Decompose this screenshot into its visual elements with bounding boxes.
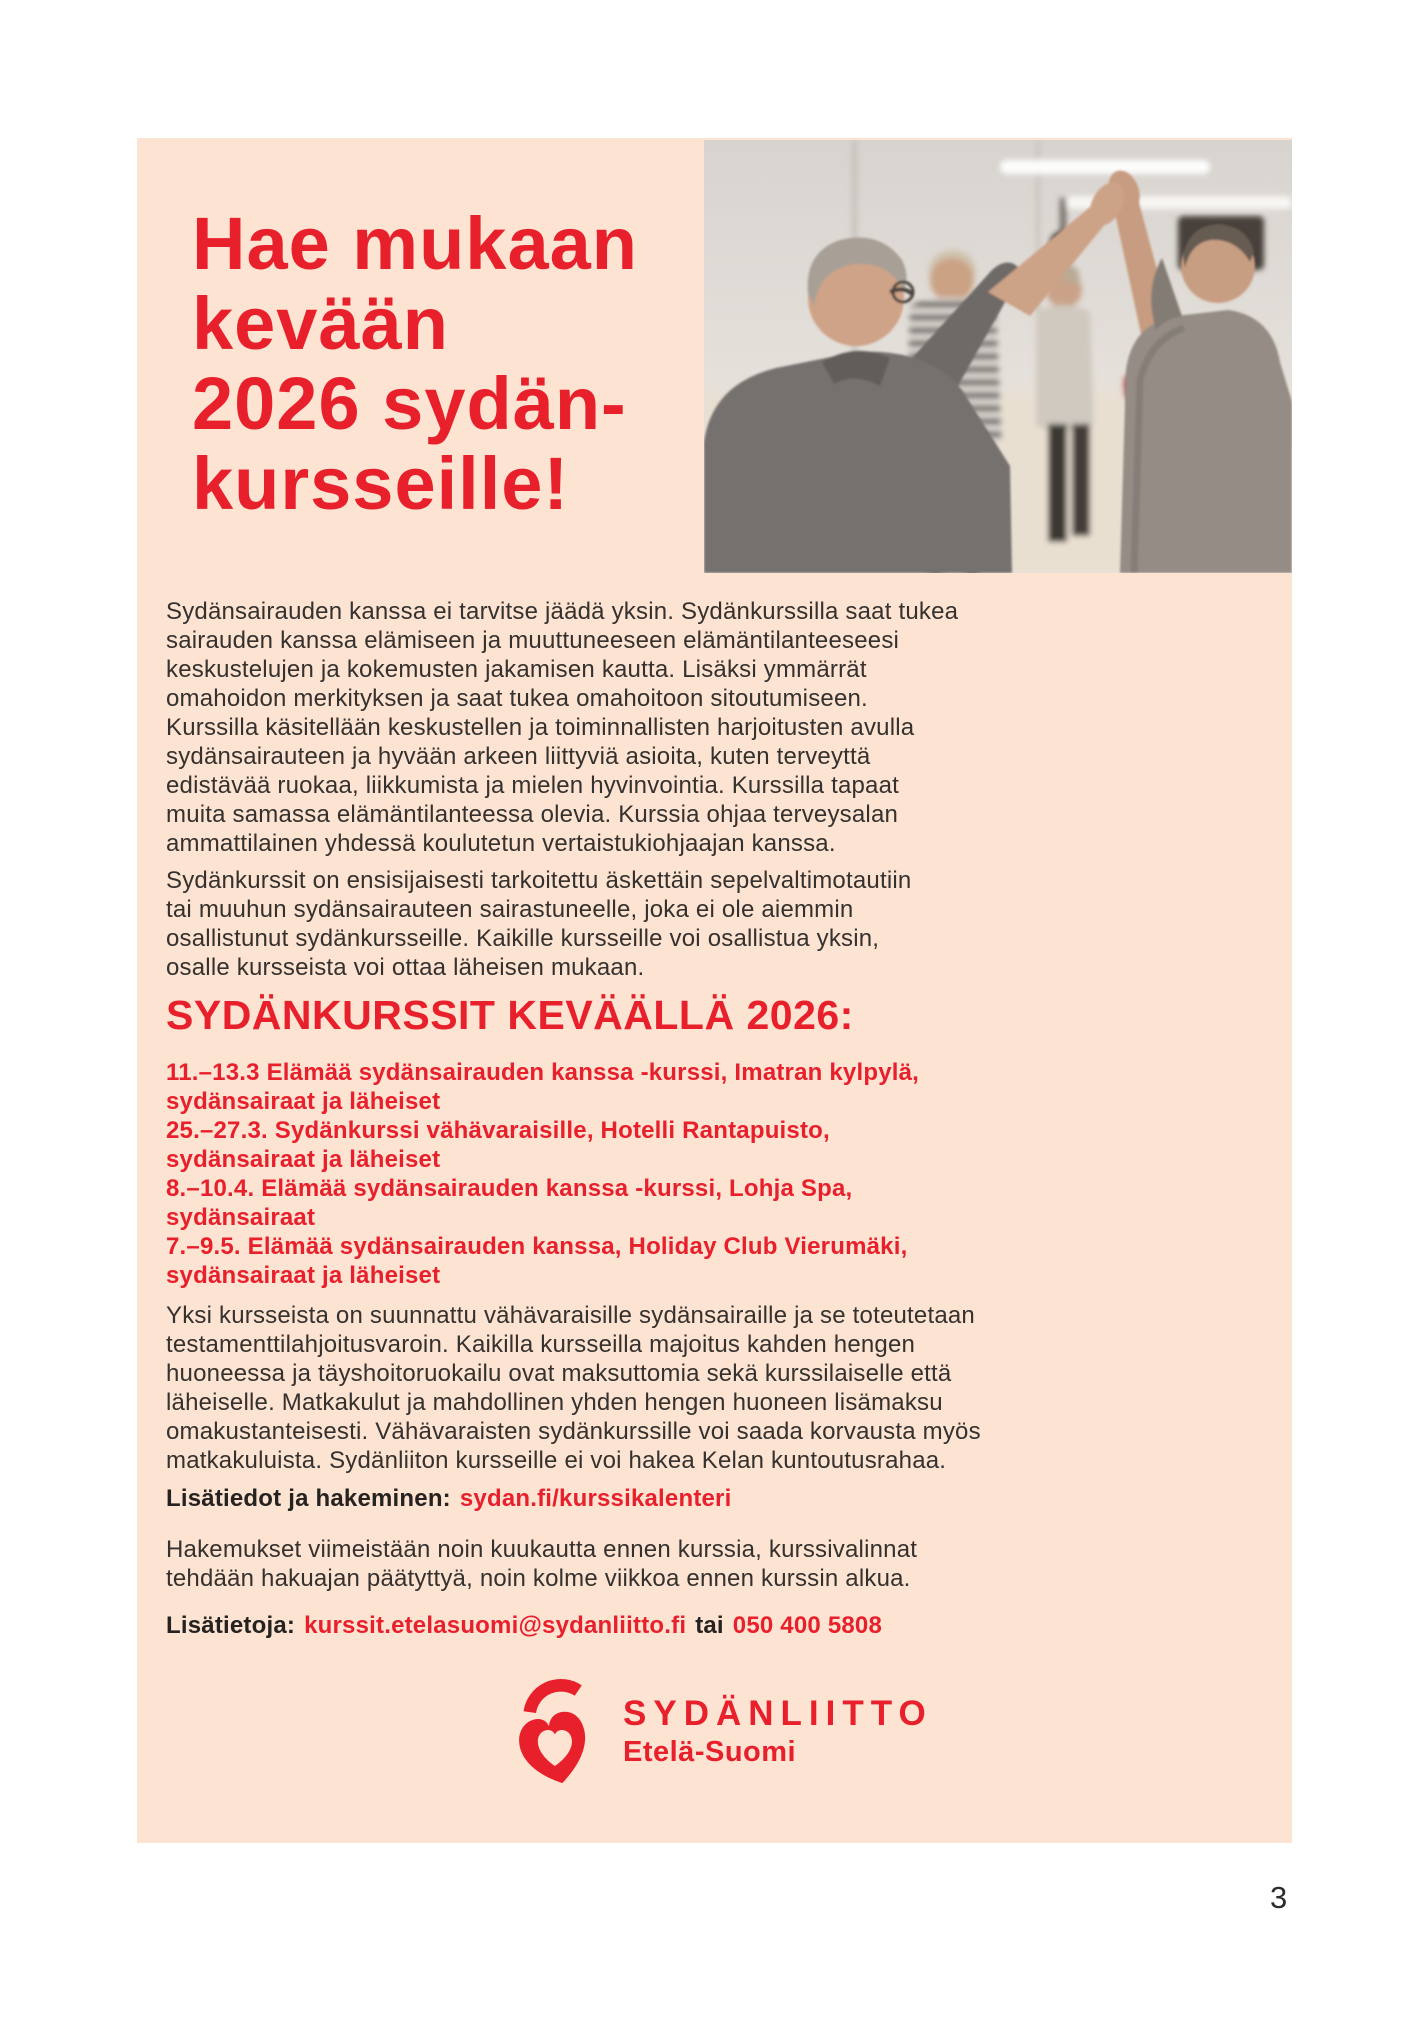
page-title-line: 2026 sydän- [192, 362, 627, 445]
logo-organization: SYDÄNLIITTO [623, 1693, 933, 1733]
page-title-line: kevään [192, 282, 449, 365]
course-audience-line: sydänsairaat ja läheiset [166, 1088, 441, 1115]
course-audience-line: sydänsairaat ja läheiset [166, 1146, 441, 1173]
text-line: Sydänsairauden kanssa ei tarvitse jäädä yksin. Sydänkurssilla saat tukea [166, 598, 959, 625]
apply-info-line [166, 1484, 1181, 1513]
page-title-line: Hae mukaan [192, 202, 638, 285]
text-line: Sydänkurssit on ensisijaisesti tarkoitettu äskettäin sepelvaltimotautiin [166, 867, 912, 894]
page-number: 3 [1270, 1880, 1288, 1915]
text-line: muita samassa elämäntilanteessa olevia. Kurssia ohjaa terveysalan [166, 801, 899, 828]
text-line: huoneessa ja täyshoitoruokailu ovat maksuttomia sekä kurssilaiselle että [166, 1360, 952, 1387]
text-line: omahoidon merkityksen ja saat tukea omahoitoon sitoutumiseen. [166, 685, 868, 712]
course-dates-line: 25.–27.3. Sydänkurssi vähävaraisille, Hotelli Rantapuisto, [166, 1117, 830, 1144]
text-line: Yksi kursseista on suunnattu vähävaraisille sydänsairaille ja se toteutetaan [166, 1302, 975, 1329]
text-line: matkakuluista. Sydänliiton kursseille ei voi hakea Kelan kuntoutusrahaa. [166, 1447, 947, 1474]
sydanliitto-logo [509, 1678, 1181, 1784]
page-title [192, 204, 638, 524]
course-photo [704, 140, 1292, 573]
text-line: ammattilainen yhdessä koulutetun vertaistukiohjaajan kanssa. [166, 830, 836, 857]
text-line: osalle kursseista voi ottaa läheisen mukaan. [166, 954, 645, 981]
intro-paragraph-2 [166, 866, 1181, 982]
schedule-heading: SYDÄNKURSSIT KEVÄÄLLÄ 2026: [166, 992, 854, 1038]
logo-text [623, 1693, 933, 1768]
page-title-line: kursseille! [192, 442, 570, 525]
course-audience-line: sydänsairaat ja läheiset [166, 1262, 441, 1289]
course-calendar-link[interactable]: sydan.fi/kurssikalenteri [459, 1485, 732, 1512]
apply-info-label: Lisätiedot ja hakeminen: [166, 1485, 451, 1512]
course-dates-line: 8.–10.4. Elämää sydänsairauden kanssa -kurssi, Lohja Spa, [166, 1175, 853, 1202]
course-item [166, 1174, 1181, 1232]
intro-paragraph-1 [166, 597, 1181, 858]
content-panel [137, 138, 1292, 1843]
text-line: tehdään hakuajan päätyttyä, noin kolme viikkoa ennen kurssin alkua. [166, 1565, 911, 1592]
contact-phone-link[interactable]: 050 400 5808 [732, 1612, 883, 1639]
text-line: testamenttilahjoitusvaroin. Kaikilla kursseilla majoitus kahden hengen [166, 1331, 916, 1358]
logo-region: Etelä-Suomi [623, 1735, 797, 1768]
details-paragraph [166, 1301, 1181, 1475]
contact-label: Lisätietoja: [166, 1612, 296, 1639]
text-line: Kurssilla käsitellään keskustellen ja toiminnallisten harjoitusten avulla [166, 714, 915, 741]
course-audience-line: sydänsairaat [166, 1204, 316, 1231]
text-line: läheiselle. Matkakulut ja mahdollinen yhden hengen huoneen lisämaksu [166, 1389, 943, 1416]
text-line: keskustelujen ja kokemusten jakamisen kautta. Lisäksi ymmärrät [166, 656, 867, 683]
heart-logo-icon [509, 1678, 599, 1784]
text-line: sairauden kanssa elämiseen ja muuttuneeseen elämäntilanteeseesi [166, 627, 900, 654]
text-line: osallistunut sydänkursseille. Kaikille kursseille voi osallistua yksin, [166, 925, 880, 952]
course-dates-line: 7.–9.5. Elämää sydänsairauden kanssa, Holiday Club Vierumäki, [166, 1233, 908, 1260]
course-dates-line: 11.–13.3 Elämää sydänsairauden kanssa -kurssi, Imatran kylpylä, [166, 1059, 920, 1086]
contact-line [166, 1611, 1181, 1640]
course-list [166, 1058, 1181, 1290]
text-line: omakustanteisesti. Vähävaraisten sydänkurssille voi saada korvausta myös [166, 1418, 981, 1445]
contact-conjunction: tai [695, 1612, 724, 1639]
body-content [166, 597, 1181, 1784]
gym-highfive-illustration [704, 140, 1292, 573]
course-item [166, 1232, 1181, 1290]
text-line: tai muuhun sydänsairauteen sairastuneelle, joka ei ole aiemmin [166, 896, 854, 923]
course-item [166, 1058, 1181, 1116]
text-line: Hakemukset viimeistään noin kuukautta ennen kurssia, kurssivalinnat [166, 1536, 918, 1563]
course-item [166, 1116, 1181, 1174]
deadline-paragraph [166, 1535, 1181, 1593]
contact-email-link[interactable]: kurssit.etelasuomi@sydanliitto.fi [304, 1612, 687, 1639]
text-line: sydänsairauteen ja hyvään arkeen liittyviä asioita, kuten terveyttä [166, 743, 871, 770]
text-line: edistävää ruokaa, liikkumista ja mielen hyvinvointia. Kurssilla tapaat [166, 772, 900, 799]
